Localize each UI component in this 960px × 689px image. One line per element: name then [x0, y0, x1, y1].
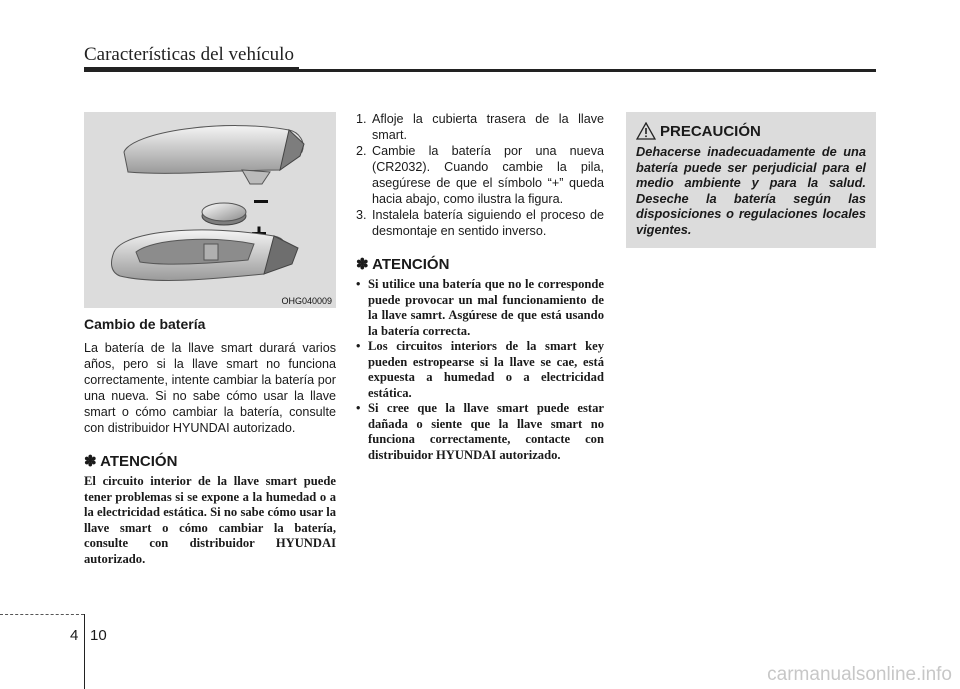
warning-triangle-icon	[636, 122, 656, 140]
step-number: 3.	[356, 208, 367, 222]
step-text: Instalela batería siguiendo el proceso de desmontaje en sentido inverso.	[372, 208, 604, 238]
footer-divider	[0, 614, 84, 615]
list-item: • Si cree que la llave smart puede estar dañada o siente que la llave smart no funciona correctamente, contacte con distribuidor HYUNDAI autorizado.	[356, 401, 604, 462]
bullet-text: Si cree que la llave smart puede estar dañada o siente que la llave smart no funciona correctamente, contacte con distribuidor HYUNDAI autorizado.	[368, 401, 604, 462]
step-item	[356, 207, 604, 239]
step-item	[356, 111, 604, 143]
step-number: 2.	[356, 144, 367, 158]
watermark-text: carmanualsonline.info	[767, 664, 952, 685]
caution-box	[626, 112, 876, 248]
caution-heading: PRECAUCIÓN	[660, 122, 761, 140]
step-item	[356, 143, 604, 207]
attention-heading-left: ✽ ATENCIÓN	[84, 453, 178, 470]
step-text: Afloje la cubierta trasera de la llave smart.	[372, 112, 604, 142]
bullet-text: Los circuitos interiors de la smart key pueden estropearse si la llave se cae, está expuesta a humedad o a electricidad estática.	[368, 339, 604, 400]
battery-change-heading: Cambio de batería	[84, 316, 206, 332]
figure-code: OHG040009	[281, 296, 332, 306]
footer-vertical-rule	[84, 614, 85, 689]
page-header-title: Características del vehículo	[84, 44, 294, 65]
bullet-text: Si utilice una batería que no le corresponde puede provocar un mal funcionamiento de la llave samrt. Asgúrese de que está usando la batería correcta.	[368, 277, 604, 338]
smart-key-illustration	[84, 112, 336, 308]
attention-body-left: El circuito interior de la llave smart puede tener problemas si se expone a la humedad o a la electricidad estática. Si no sabe cómo usar la llave smart o cómo cambiar la batería, consulte con distribuidor HYUNDAI autorizado.	[84, 474, 336, 566]
middle-column	[356, 111, 604, 463]
list-item: • Si utilice una batería que no le corresponde puede provocar un mal funcionamiento de la llave samrt. Asgúrese de que está usando la batería correcta.	[356, 277, 604, 338]
battery-change-body: La batería de la llave smart durará varios años, pero si la llave smart no funciona correctamente, intente cambiar la batería por una nueva. Si no sabe cómo usar la llave smart o cómo cambiar la batería, consulte con distribuidor HYUNDAI autorizado.	[84, 341, 336, 435]
step-text: Cambie la batería por una nueva (CR2032). Cuando cambie la pila, asegúrese de que el símbolo “+” queda hacia abajo, como ilustra la figura.	[372, 144, 604, 206]
footer-chapter-number: 4	[70, 627, 79, 644]
attention-heading-middle: ✽ ATENCIÓN	[356, 256, 450, 273]
smart-key-battery-figure	[84, 112, 336, 308]
caution-body: Dehacerse inadecuadamente de una batería puede ser perjudicial para el medio ambiente y para la salud. Deseche la batería según las disposiciones o regulaciones locales vigentes.	[636, 144, 866, 237]
caution-header	[636, 122, 866, 140]
step-number: 1.	[356, 112, 367, 126]
list-item: • Los circuitos interiors de la smart key pueden estropearse si la llave se cae, está expuesta a humedad o a electricidad estática.	[356, 339, 604, 400]
footer-page-number: 10	[90, 627, 107, 644]
left-column	[84, 316, 336, 567]
attention-bullet-list	[356, 277, 604, 463]
header-rule	[84, 69, 876, 72]
